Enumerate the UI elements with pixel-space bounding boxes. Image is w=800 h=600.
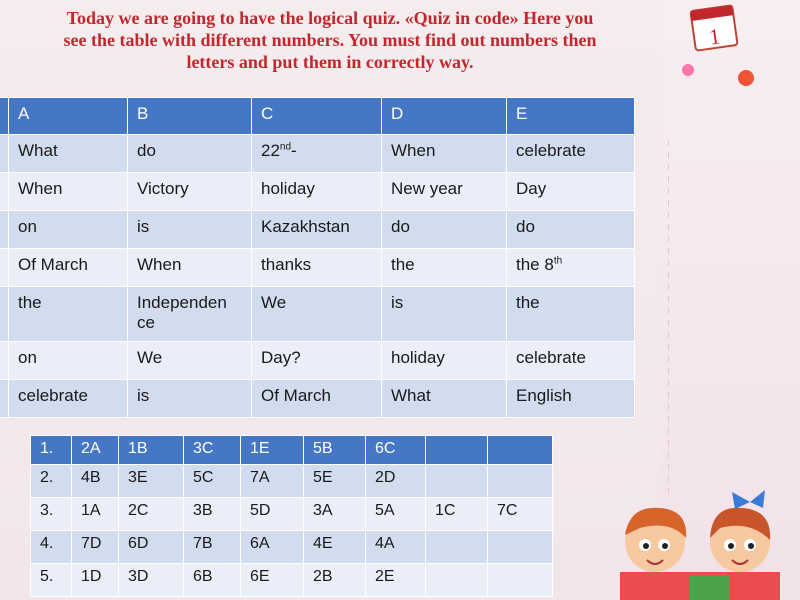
- table-cell: Day: [507, 173, 635, 211]
- table-cell: do: [128, 135, 252, 173]
- cartoon-kids-illustration: [600, 480, 800, 600]
- table-cell: holiday: [252, 173, 382, 211]
- table-cell: is: [128, 380, 252, 418]
- calendar-number: 1: [707, 23, 722, 50]
- table-cell: [0, 249, 9, 287]
- header-cell: 1.: [31, 436, 72, 465]
- table-cell: What: [9, 135, 128, 173]
- table-cell: [488, 564, 553, 597]
- table-cell: 7A: [241, 465, 304, 498]
- table-cell: 4.: [31, 531, 72, 564]
- table-row: [31, 564, 553, 597]
- header-cell: [488, 436, 553, 465]
- header-cell: 5B: [304, 436, 366, 465]
- header-cell: 1E: [241, 436, 304, 465]
- header-cell: B: [128, 98, 252, 135]
- table-cell: 5.: [31, 564, 72, 597]
- table-cell: do: [382, 211, 507, 249]
- decorative-line: [668, 140, 669, 500]
- table-cell: [0, 211, 9, 249]
- header-cell: 2A: [72, 436, 119, 465]
- table-cell: 3.: [31, 498, 72, 531]
- table-cell: [426, 564, 488, 597]
- table-cell: Day?: [252, 342, 382, 380]
- table-row: [0, 342, 635, 380]
- table-cell: do: [507, 211, 635, 249]
- table-cell: 2.: [31, 465, 72, 498]
- table-cell: celebrate: [507, 342, 635, 380]
- letter-table-header: [0, 98, 635, 135]
- header-cell: 6C: [366, 436, 426, 465]
- table-cell: the: [507, 287, 635, 342]
- table-cell: Independen ce: [128, 287, 252, 342]
- table-row: [0, 173, 635, 211]
- table-cell: Kazakhstan: [252, 211, 382, 249]
- table-cell: on: [9, 211, 128, 249]
- table-cell: holiday: [382, 342, 507, 380]
- table-cell: English: [507, 380, 635, 418]
- table-cell: Of March: [9, 249, 128, 287]
- table-cell: 22nd-: [252, 135, 382, 173]
- table-row: [31, 531, 553, 564]
- table-cell: 2D: [366, 465, 426, 498]
- table-cell: 5E: [304, 465, 366, 498]
- table-cell: [0, 173, 9, 211]
- table-cell: 6D: [119, 531, 184, 564]
- table-cell: 4A: [366, 531, 426, 564]
- table-cell: 5D: [241, 498, 304, 531]
- table-cell: 1A: [72, 498, 119, 531]
- table-row: [0, 249, 635, 287]
- table-cell: 3D: [119, 564, 184, 597]
- table-cell: 7C: [488, 498, 553, 531]
- table-cell: 6A: [241, 531, 304, 564]
- calendar-icon: [668, 0, 768, 90]
- table-cell: 3E: [119, 465, 184, 498]
- table-cell: 5C: [184, 465, 241, 498]
- header-cell: 3C: [184, 436, 241, 465]
- header-cell: 1B: [119, 436, 184, 465]
- table-cell: [0, 287, 9, 342]
- table-row: [31, 498, 553, 531]
- table-cell: 2E: [366, 564, 426, 597]
- table-cell: 1C: [426, 498, 488, 531]
- table-cell: Of March: [252, 380, 382, 418]
- table-row: [0, 380, 635, 418]
- table-cell: When: [9, 173, 128, 211]
- table-cell: the: [382, 249, 507, 287]
- table-row: [31, 465, 553, 498]
- table-cell: 4E: [304, 531, 366, 564]
- header-cell: A: [9, 98, 128, 135]
- header-cell: [0, 98, 9, 135]
- table-cell: When: [382, 135, 507, 173]
- table-cell: 4B: [72, 465, 119, 498]
- table-cell: We: [128, 342, 252, 380]
- header-cell: C: [252, 98, 382, 135]
- code-table: [30, 435, 553, 597]
- table-cell: 5A: [366, 498, 426, 531]
- slide-title: Today we are going to have the logical quiz. «Quiz in code» Here you see the table with different numbers. You must find out numbers then letters and put them in correctly way.: [63, 8, 597, 72]
- table-cell: 6B: [184, 564, 241, 597]
- table-cell: 3A: [304, 498, 366, 531]
- table-cell: [426, 465, 488, 498]
- table-cell: 1D: [72, 564, 119, 597]
- table-cell: New year: [382, 173, 507, 211]
- table-cell: 2B: [304, 564, 366, 597]
- table-row: [0, 135, 635, 173]
- table-cell: is: [128, 211, 252, 249]
- table-cell: 7B: [184, 531, 241, 564]
- table-cell: the: [9, 287, 128, 342]
- table-cell: [488, 531, 553, 564]
- table-cell: [488, 465, 553, 498]
- table-cell: [0, 342, 9, 380]
- table-cell: [0, 380, 9, 418]
- table-row: [0, 211, 635, 249]
- header-cell: D: [382, 98, 507, 135]
- letter-table: [0, 97, 635, 418]
- table-cell: celebrate: [507, 135, 635, 173]
- header-cell: [426, 436, 488, 465]
- table-cell: Victory: [128, 173, 252, 211]
- table-cell: the 8th: [507, 249, 635, 287]
- table-cell: 6E: [241, 564, 304, 597]
- table-cell: 7D: [72, 531, 119, 564]
- table-cell: is: [382, 287, 507, 342]
- table-cell: What: [382, 380, 507, 418]
- code-table-header: [31, 436, 553, 465]
- table-cell: 2C: [119, 498, 184, 531]
- table-cell: When: [128, 249, 252, 287]
- table-cell: 3B: [184, 498, 241, 531]
- table-row: [0, 287, 635, 342]
- table-cell: thanks: [252, 249, 382, 287]
- table-cell: [426, 531, 488, 564]
- table-cell: on: [9, 342, 128, 380]
- table-cell: [0, 135, 9, 173]
- table-cell: celebrate: [9, 380, 128, 418]
- table-cell: We: [252, 287, 382, 342]
- header-cell: E: [507, 98, 635, 135]
